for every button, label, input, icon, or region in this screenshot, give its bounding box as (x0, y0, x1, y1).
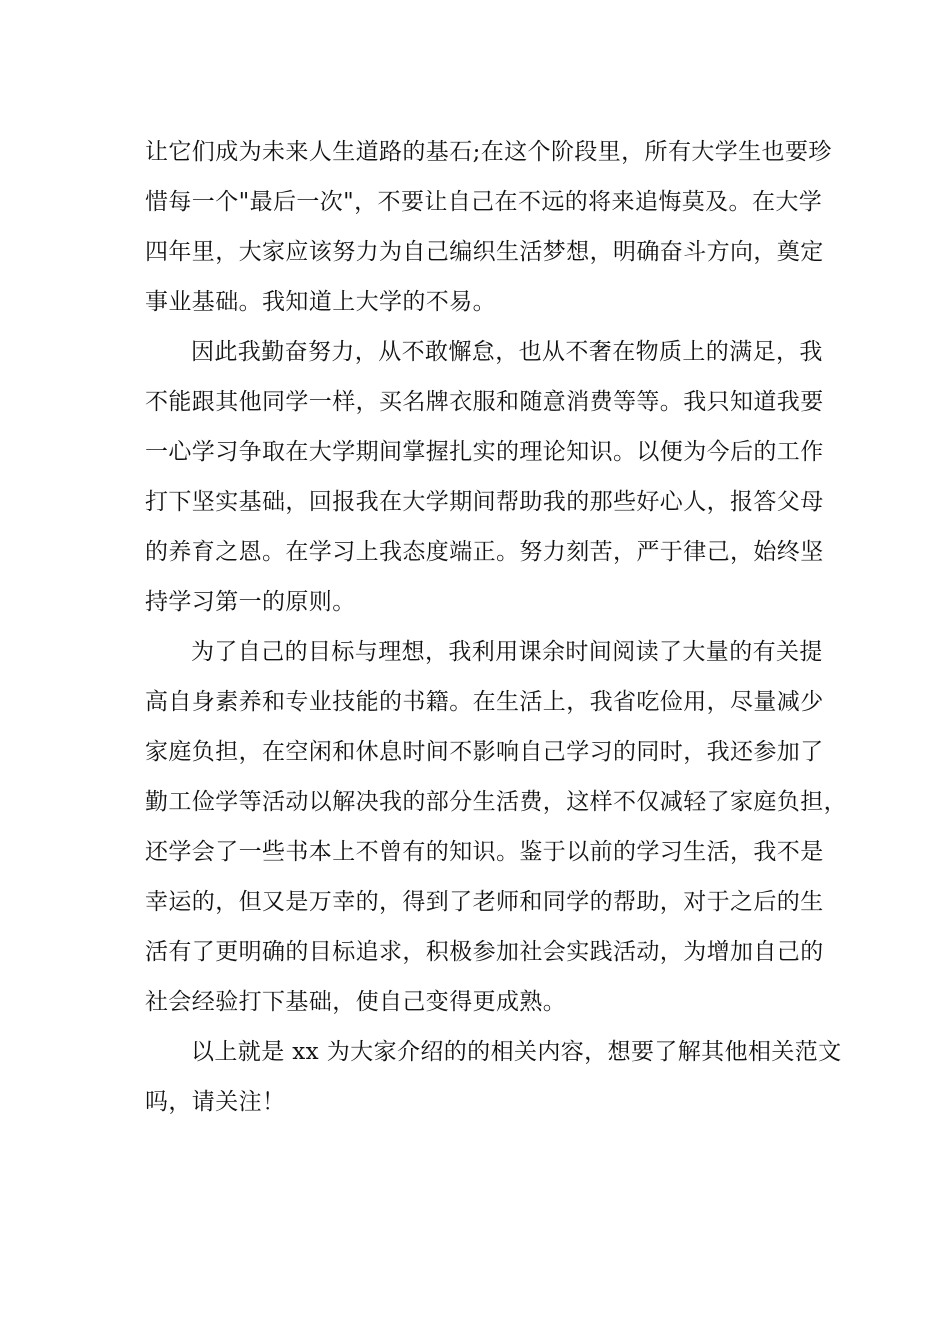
text-line: 打下坚实基础，回报我在大学期间帮助我的那些好心人，报答父母 (145, 489, 824, 515)
text-line: 惜每一个"最后一次"，不要让自己在不远的将来追悔莫及。在大学 (145, 189, 823, 215)
text-line: 因此我勤奋努力，从不敢懈怠，也从不奢在物质上的满足，我 (191, 339, 823, 365)
text-line: 社会经验打下基础，使自己变得更成熟。 (145, 989, 567, 1015)
text-line: 为了自己的目标与理想，我利用课余时间阅读了大量的有关提 (191, 639, 823, 665)
text-line: 以上就是 xx 为大家介绍的的相关内容，想要了解其他相关范文 (191, 1039, 842, 1065)
text-line: 还学会了一些书本上不曾有的知识。鉴于以前的学习生活，我不是 (145, 839, 824, 865)
paragraph-4 (145, 1027, 842, 1127)
text-line: 吗，请关注！ (145, 1089, 286, 1115)
text-line: 一心学习争取在大学期间掌握扎实的理论知识。以便为今后的工作 (145, 439, 824, 465)
text-line: 不能跟其他同学一样，买名牌衣服和随意消费等等。我只知道我要 (145, 389, 824, 415)
text-line: 活有了更明确的目标追求，积极参加社会实践活动，为增加自己的 (145, 939, 824, 965)
text-line: 让它们成为未来人生道路的基石;在这个阶段里，所有大学生也要珍 (145, 139, 832, 165)
text-line: 四年里，大家应该努力为自己编织生活梦想，明确奋斗方向，奠定 (145, 239, 824, 265)
text-line: 家庭负担，在空闲和休息时间不影响自己学习的同时，我还参加了 (145, 739, 824, 765)
text-line: 高自身素养和专业技能的书籍。在生活上，我省吃俭用，尽量减少 (145, 689, 824, 715)
document-body (145, 127, 847, 1127)
text-line: 的养育之恩。在学习上我态度端正。努力刻苦，严于律己，始终坚 (145, 539, 824, 565)
text-line: 事业基础。我知道上大学的不易。 (145, 289, 496, 315)
paragraph-3 (145, 627, 847, 1027)
paragraph-2 (145, 327, 824, 627)
paragraph-1 (145, 127, 832, 327)
text-line: 幸运的，但又是万幸的，得到了老师和同学的帮助，对于之后的生 (145, 889, 824, 915)
text-line: 持学习第一的原则。 (145, 589, 356, 615)
text-line: 勤工俭学等活动以解决我的部分生活费，这样不仅减轻了家庭负担， (145, 789, 847, 815)
